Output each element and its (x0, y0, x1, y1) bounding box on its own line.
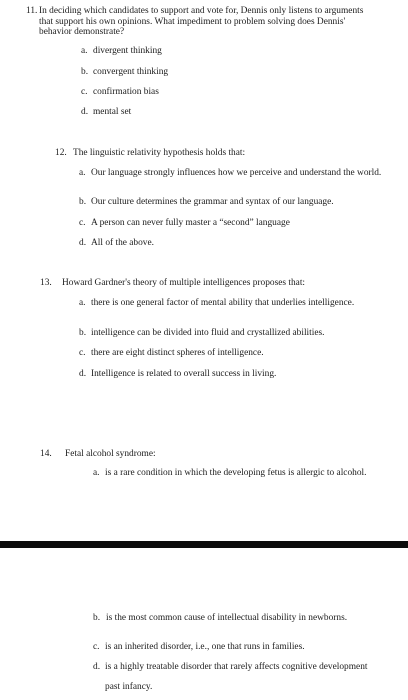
option-letter: a. (79, 298, 86, 308)
option-11-c[interactable] (81, 87, 381, 98)
option-letter: c. (81, 87, 88, 97)
option-text: there is one general factor of mental ability that underlies intelligence. (91, 298, 355, 308)
option-letter: d. (81, 107, 89, 117)
option-letter: b. (79, 197, 87, 207)
option-text: is the most common cause of intellectual disability in newborns. (106, 613, 348, 623)
option-letter: c. (79, 348, 86, 358)
question-number: 13. (40, 278, 52, 288)
option-text: All of the above. (91, 238, 155, 248)
option-text: mental set (93, 107, 132, 117)
option-13-a[interactable] (79, 298, 379, 309)
question-number: 11. (26, 6, 38, 16)
option-12-c[interactable] (79, 218, 391, 229)
option-letter: a. (93, 468, 100, 478)
option-text: is an inherited disorder, i.e., one that runs in families. (105, 642, 305, 652)
question-text: The linguistic relativity hypothesis holds that: (73, 148, 246, 158)
option-11-a[interactable] (81, 46, 381, 57)
question-text: Howard Gardner's theory of multiple intelligences proposes that: (62, 278, 306, 288)
option-11-b[interactable] (81, 67, 381, 78)
question-13 (40, 278, 390, 289)
option-letter: c. (93, 642, 100, 652)
option-12-d[interactable] (79, 238, 391, 249)
option-letter: b. (93, 613, 101, 623)
page-separator (0, 541, 408, 548)
option-text: intelligence can be divided into fluid and crystallized abilities. (91, 328, 325, 338)
option-text: Intelligence is related to overall success in living. (91, 369, 277, 379)
question-number: 14. (40, 449, 52, 459)
option-12-a[interactable] (79, 168, 391, 179)
option-text: Our language strongly influences how we perceive and understand the world. (91, 168, 382, 178)
option-12-b[interactable] (79, 197, 391, 208)
question-text: In deciding which candidates to support and vote for, Dennis only listens to arguments that support his own opinions. What impediment to problem solving does Dennis' behavior demonstrate? (39, 6, 364, 38)
option-13-d[interactable] (79, 369, 391, 380)
option-letter: d. (79, 369, 87, 379)
option-letter: b. (79, 328, 87, 338)
option-14-d[interactable] (93, 662, 379, 697)
option-14-a[interactable] (93, 468, 383, 479)
question-14 (40, 449, 380, 460)
option-text: is a rare condition in which the developing fetus is allergic to alcohol. (105, 468, 367, 478)
option-text: there are eight distinct spheres of intelligence. (91, 348, 264, 358)
option-letter: c. (79, 218, 86, 228)
option-letter: d. (79, 238, 87, 248)
option-text: A person can never fully master a “second” language (91, 218, 290, 228)
option-13-c[interactable] (79, 348, 391, 359)
option-14-c[interactable] (93, 642, 388, 653)
option-text: Our culture determines the grammar and syntax of our language. (91, 197, 334, 207)
option-text: confirmation bias (93, 87, 159, 97)
option-text: divergent thinking (93, 46, 162, 56)
question-text: Fetal alcohol syndrome: (65, 449, 156, 459)
option-letter: a. (81, 46, 88, 56)
option-text: convergent thinking (93, 67, 169, 77)
question-11 (26, 6, 378, 38)
question-number: 12. (55, 148, 67, 158)
option-text: is a highly treatable disorder that rarely affects cognitive development past infancy. (105, 662, 368, 692)
option-11-d[interactable] (81, 107, 381, 118)
option-letter: b. (81, 67, 89, 77)
option-letter: d. (93, 662, 101, 672)
option-letter: a. (79, 168, 86, 178)
option-14-b[interactable] (93, 613, 373, 624)
option-13-b[interactable] (79, 328, 391, 339)
question-12 (55, 148, 385, 159)
